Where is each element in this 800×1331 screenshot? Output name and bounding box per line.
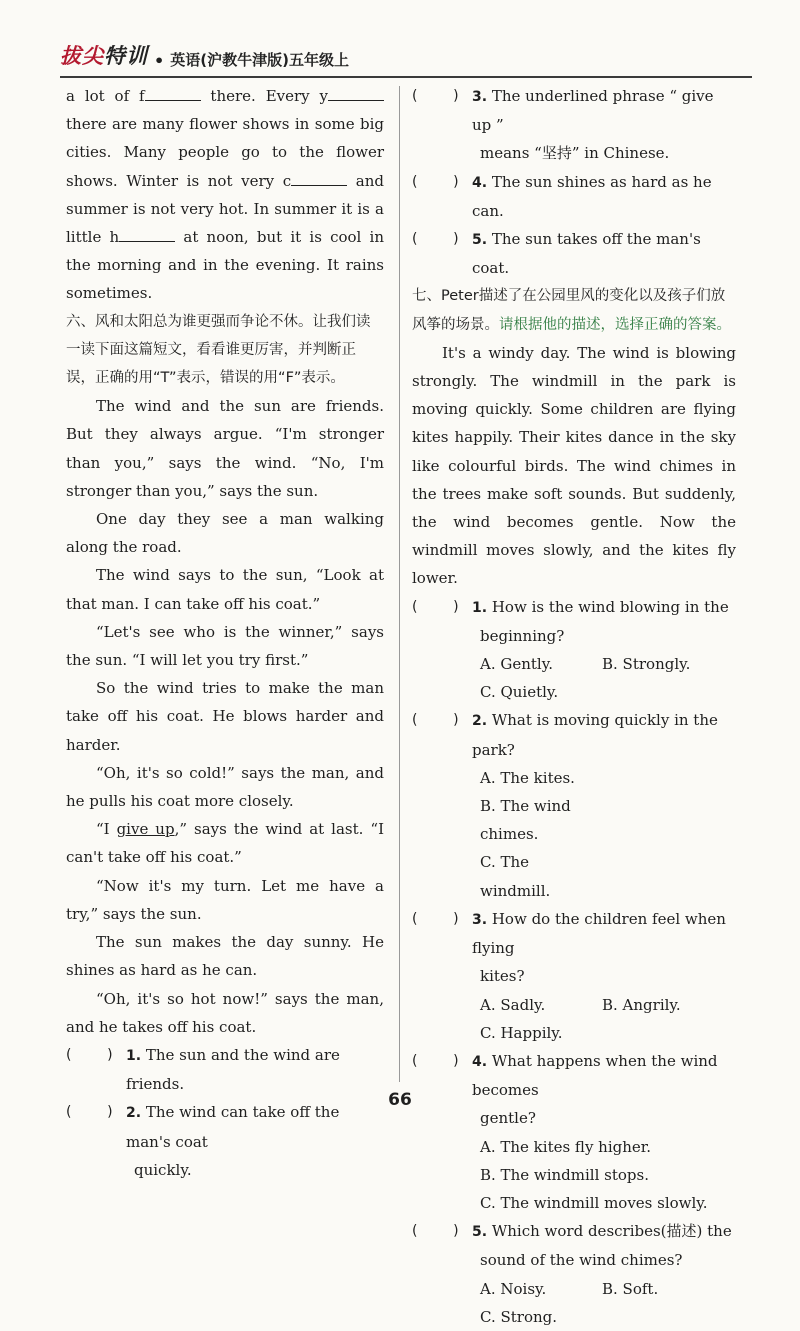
question-continuation: kites?: [480, 967, 525, 986]
option-b[interactable]: B. Strongly.: [602, 655, 691, 674]
page-number: 66: [388, 1090, 412, 1110]
underlined-phrase: give up: [116, 820, 175, 839]
mc-question: ( ) 5. Which word describes(描述) the: [412, 1217, 736, 1246]
options-row: [412, 1161, 736, 1189]
section-six-instructions: 六、风和太阳总为谁更强而争论不休。让我们读一读下面这篇短文，看看谁更厉害，并判断正误，正确的用“T”表示，错误的用“F”表示。: [66, 313, 371, 387]
story-paragraph: “Now it's my turn. Let me have a try,” says the sun.: [66, 876, 384, 923]
blank-field[interactable]: [145, 86, 201, 101]
blank-field[interactable]: [119, 227, 175, 242]
options-row: [412, 991, 736, 1019]
option-b[interactable]: B. Soft.: [602, 1279, 659, 1298]
options-row: [412, 848, 736, 904]
option-a[interactable]: A. The kites.: [480, 768, 575, 787]
story-paragraph: The wind says to the sun, “Look at that man. I can take off his coat.”: [66, 566, 384, 613]
story-paragraph: One day they see a man walking along the road.: [66, 510, 384, 557]
options-row: [412, 1133, 736, 1161]
answer-blank[interactable]: ( ): [412, 88, 459, 104]
answer-blank[interactable]: ( ): [412, 173, 459, 190]
option-c[interactable]: C. The windmill.: [480, 853, 551, 900]
answer-blank[interactable]: ( ): [412, 1223, 459, 1240]
answer-blank[interactable]: ( ): [412, 712, 459, 729]
answer-blank[interactable]: ( ): [66, 1104, 113, 1121]
option-b[interactable]: B. The wind chimes.: [480, 797, 571, 844]
story-paragraph: So the wind tries to make the man take off his coat. He blows harder and harder.: [66, 679, 384, 754]
left-column: [66, 82, 384, 1184]
question-continuation: beginning?: [480, 626, 565, 645]
options-row: [412, 1019, 736, 1047]
option-c[interactable]: C. The windmill moves slowly.: [480, 1193, 708, 1212]
option-c[interactable]: C. Quietly.: [480, 683, 559, 702]
option-b[interactable]: B. Angrily.: [602, 995, 681, 1014]
answer-blank[interactable]: ( ): [412, 910, 459, 927]
tf-question: ( ) 2. The wind can take off the man's coat: [66, 1098, 384, 1155]
options-row: [412, 764, 736, 792]
options-row: [412, 1275, 736, 1303]
options-row: [412, 650, 736, 678]
book-subtitle: 英语(沪教牛津版)五年级上: [170, 51, 349, 69]
tf-question: ( ) 3. The underlined phrase “ give up ”: [412, 82, 736, 139]
option-b[interactable]: B. The windmill stops.: [480, 1165, 649, 1184]
mc-question: ( ) 2. What is moving quickly in the park?: [412, 706, 736, 763]
answer-blank[interactable]: ( ): [412, 598, 459, 615]
story-paragraph: “Oh, it's so hot now!” says the man, and he takes off his coat.: [66, 989, 384, 1036]
option-c[interactable]: C. Strong.: [480, 1307, 558, 1326]
tf-question: ( ) 1. The sun and the wind are friends.: [66, 1041, 384, 1098]
story-paragraph: The wind and the sun are friends. But they always argue. “I'm stronger than you,” says the wind. “No, I'm stronger than you,” says the sun.: [66, 397, 384, 500]
page-header: [60, 30, 349, 70]
blank-field[interactable]: [328, 86, 384, 101]
mc-question: ( ) 3. How do the children feel when flying: [412, 905, 736, 962]
intro-paragraph: a lot of f there. Every y there are many flower shows in some big cities. Many people go to the flower shows. Winter is not very c and summer is not very hot. In summer it is a little h at noon, but it is cool in the morning and in the evening. It rains sometimes.: [66, 87, 384, 303]
header-rule: [60, 76, 752, 78]
answer-blank[interactable]: ( ): [66, 1046, 113, 1063]
brand-logo: 拔尖特训: [60, 44, 148, 68]
question-continuation: quickly.: [134, 1160, 192, 1179]
answer-blank[interactable]: ( ): [412, 231, 459, 248]
option-a[interactable]: A. Sadly.: [480, 995, 546, 1014]
option-c[interactable]: C. Happily.: [480, 1023, 563, 1042]
question-continuation: gentle?: [480, 1109, 536, 1128]
story-paragraph: “Let's see who is the winner,” says the sun. “I will let you try first.”: [66, 622, 384, 670]
blank-field[interactable]: [291, 171, 347, 186]
tf-question: ( ) 5. The sun takes off the man's coat.: [412, 225, 736, 282]
windy-day-passage: It's a windy day. The wind is blowing strongly. The windmill in the park is moving quickly. Some children are flying kites happily. Their kites dance in the sky like colourful birds. The wind chimes in the trees make soft sounds. But suddenly, the wind becomes gentle. Now the windmill moves slowly, and the kites fly lower.: [412, 343, 736, 588]
tf-question: ( ) 4. The sun shines as hard as he can.: [412, 168, 736, 225]
story-paragraph: “I give up,” says the wind at last. “I can't take off his coat.”: [66, 820, 384, 867]
options-row: [412, 678, 736, 706]
answer-blank[interactable]: ( ): [412, 1052, 459, 1069]
options-row: [412, 792, 736, 848]
story-paragraph: “Oh, it's so cold!” says the man, and he pulls his coat more closely.: [66, 763, 384, 811]
mc-question: ( ) 4. What happens when the wind becomes: [412, 1047, 736, 1104]
option-a[interactable]: A. The kites fly higher.: [480, 1137, 652, 1156]
options-row: [412, 1303, 736, 1331]
right-column: [412, 82, 736, 1331]
section-seven-instructions: 七、Peter描述了在公园里风的变化以及孩子们放风筝的场景。请根据他的描述，选择正确的答案。: [412, 288, 731, 333]
story-paragraph: The sun makes the day sunny. He shines as hard as he can.: [66, 933, 384, 980]
question-continuation: means “坚持” in Chinese.: [480, 144, 670, 163]
options-row: [412, 1189, 736, 1217]
column-divider: [399, 86, 400, 1082]
option-a[interactable]: A. Gently.: [480, 655, 553, 674]
option-a[interactable]: A. Noisy.: [480, 1279, 547, 1298]
header-separator: •: [154, 51, 165, 70]
mc-question: ( ) 1. How is the wind blowing in the: [412, 593, 736, 622]
question-continuation: sound of the wind chimes?: [480, 1251, 683, 1270]
